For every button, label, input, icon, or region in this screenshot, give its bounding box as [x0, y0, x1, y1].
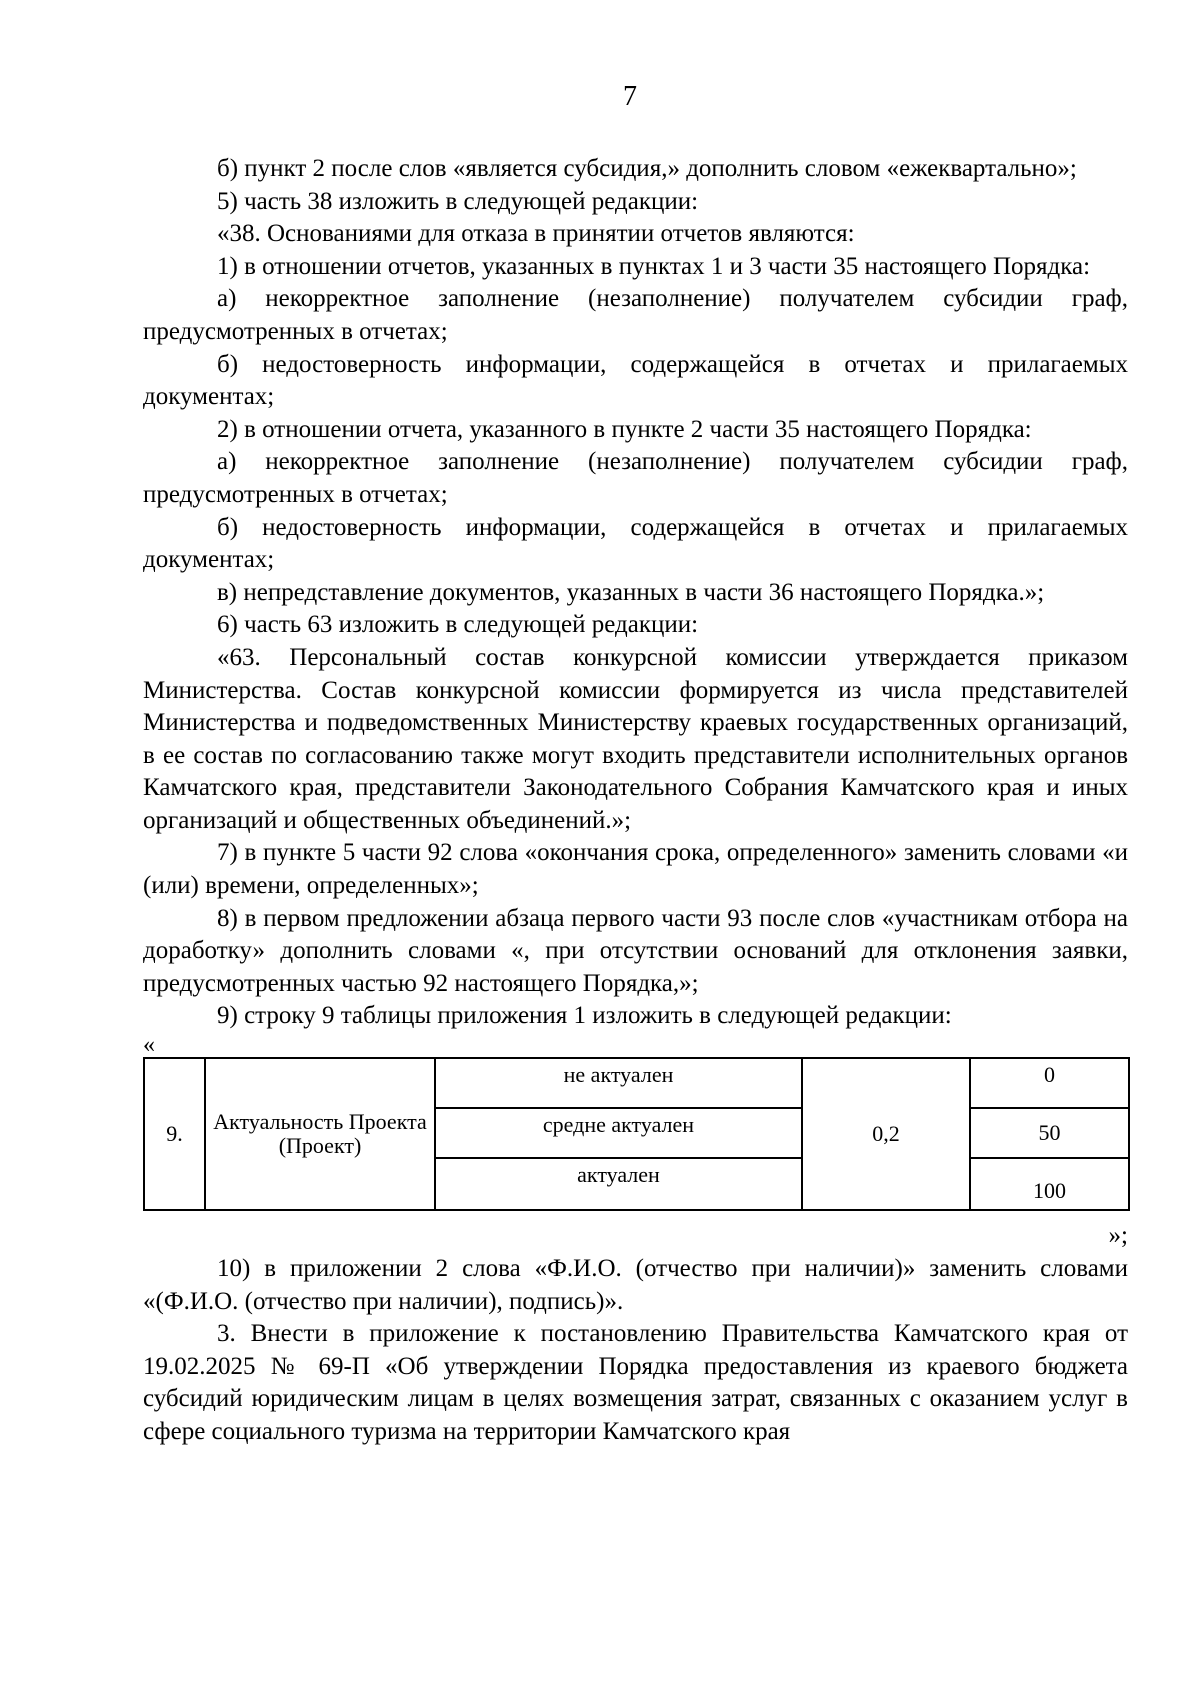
- document-body: [143, 153, 1128, 1449]
- page-number: 7: [623, 81, 637, 112]
- grade-score-cell: 100: [970, 1158, 1129, 1210]
- paragraph: 8) в первом предложении абзаца первого части 93 после слов «участникам отбора на доработку» дополнить словами «, при отсутствии оснований для отклонения заявки, предусмотренных частью 92 настоящего Порядка,»;: [143, 904, 1128, 997]
- paragraph: 6) часть 63 изложить в следующей редакции:: [217, 611, 699, 639]
- paragraph: 10) в приложении 2 слова «Ф.И.О. (отчество при наличии)» заменить словами «(Ф.И.О. (отчество при наличии), подпись)».: [143, 1255, 1128, 1315]
- grade-score-cell: 50: [970, 1108, 1129, 1158]
- quote-open-mark: «: [143, 1032, 155, 1059]
- paragraph: 7) в пункте 5 части 92 слова «окончания срока, определенного» заменить словами «и (или) времени, определенных»;: [143, 839, 1128, 900]
- criteria-table: [143, 1057, 1130, 1211]
- weight-cell: 0,2: [802, 1058, 970, 1210]
- paragraph: б) недостоверность информации, содержащейся в отчетах и прилагаемых документах;: [143, 513, 1128, 574]
- grade-label-cell: не актуален: [435, 1058, 802, 1108]
- row-number-cell: 9.: [144, 1058, 205, 1210]
- criterion-cell: Актуальность Проекта (Проект): [205, 1058, 435, 1210]
- quote-close-mark: »;: [1108, 1222, 1128, 1250]
- paragraph: «63. Персональный состав конкурсной комиссии утверждается приказом Министерства. Состав конкурсной комиссии формируется из числа представителей Министерства и подведомственных Министерству краевых государственных организаций, в ее состав по согласованию также могут входить представители исполнительных органов Камчатского края, представители Законодательного Собрания Камчатского края и иных организаций и общественных объединений.»;: [143, 643, 1128, 834]
- grade-label-cell: актуален: [435, 1158, 802, 1210]
- paragraph: б) пункт 2 после слов «является субсидия,» дополнить словом «ежеквартально»;: [217, 155, 1077, 182]
- paragraph: а) некорректное заполнение (незаполнение) получателем субсидии граф, предусмотренных в отчетах;: [143, 448, 1128, 508]
- paragraph: 3. Внести в приложение к постановлению Правительства Камчатского края от 19.02.2025 № 69-П «Об утверждении Порядка предоставления из краевого бюджета субсидий юридическим лицам в целях возмещения затрат, связанных с оказанием услуг в сфере социального туризма на территории Камчатского края: [143, 1320, 1128, 1445]
- grade-label-cell: средне актуален: [435, 1108, 802, 1158]
- paragraph: б) недостоверность информации, содержащейся в отчетах и прилагаемых документах;: [143, 350, 1128, 411]
- paragraph: «38. Основаниями для отказа в принятии отчетов являются:: [217, 220, 855, 248]
- paragraph: 9) строку 9 таблицы приложения 1 изложить в следующей редакции:: [217, 1002, 952, 1030]
- paragraph: 1) в отношении отчетов, указанных в пунктах 1 и 3 части 35 настоящего Порядка:: [217, 252, 1091, 280]
- paragraph: 5) часть 38 изложить в следующей редакции:: [217, 187, 699, 215]
- paragraph: а) некорректное заполнение (незаполнение) получателем субсидии граф, предусмотренных в отчетах;: [143, 285, 1128, 345]
- table-row: [144, 1058, 1129, 1108]
- paragraph: 2) в отношении отчета, указанного в пункте 2 части 35 настоящего Порядка:: [217, 415, 1032, 443]
- paragraph: в) непредставление документов, указанных в части 36 настоящего Порядка.»;: [217, 578, 1045, 606]
- grade-score-cell: 0: [970, 1058, 1129, 1108]
